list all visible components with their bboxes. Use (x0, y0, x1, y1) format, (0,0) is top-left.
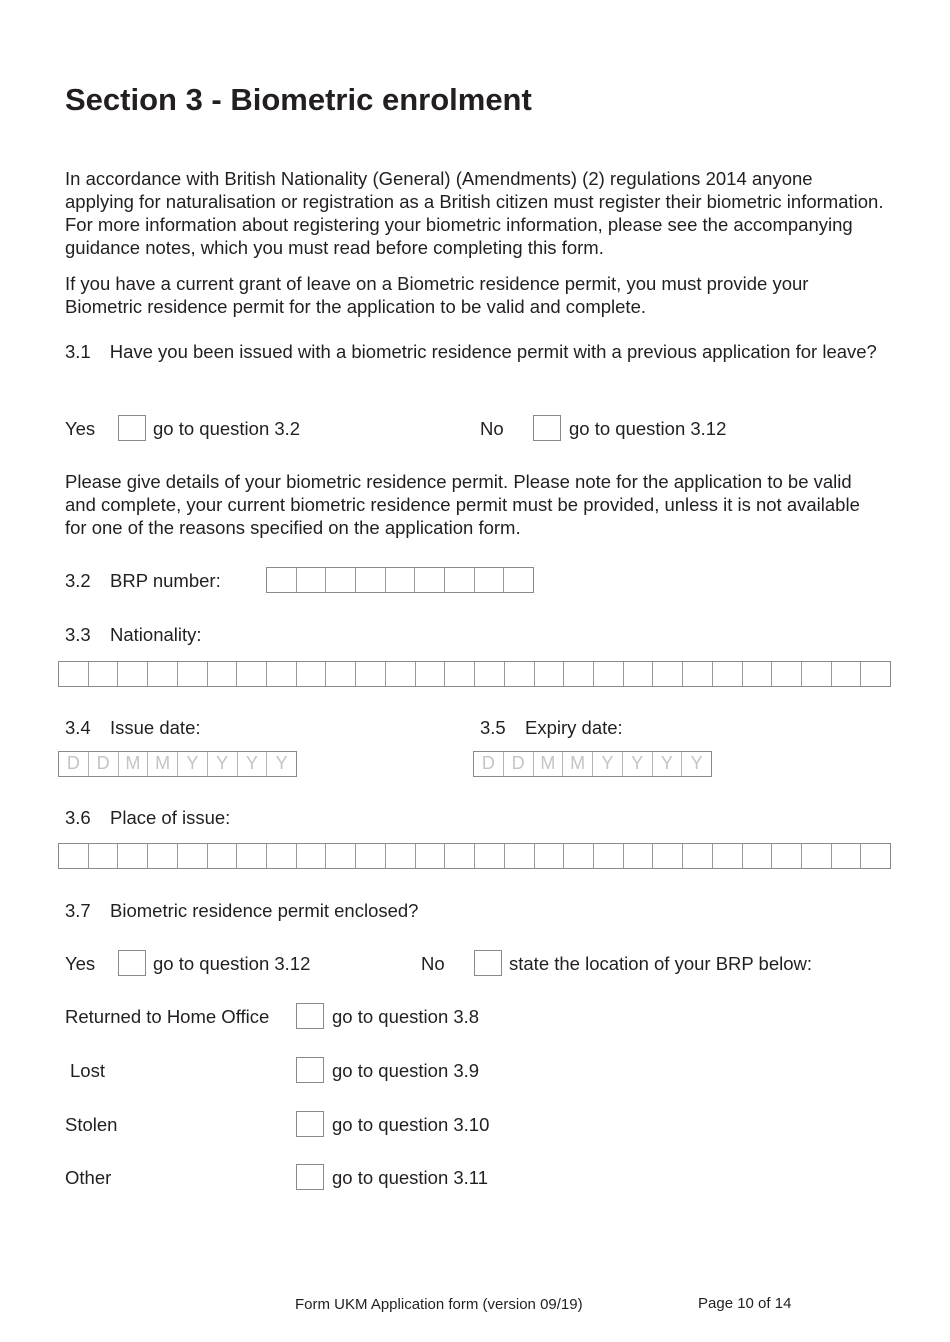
nationality-cell[interactable] (148, 662, 178, 686)
place-of-issue-cell[interactable] (594, 844, 624, 868)
nationality-cell[interactable] (743, 662, 773, 686)
expiry-date-cell[interactable]: Y (623, 752, 653, 776)
option-other-checkbox[interactable] (296, 1164, 324, 1190)
option-stolen-checkbox[interactable] (296, 1111, 324, 1137)
q3-3-number: 3.3 (65, 624, 91, 645)
option-returned-next: go to question 3.8 (332, 1006, 480, 1027)
place-of-issue-cell[interactable] (772, 844, 802, 868)
nationality-cell[interactable] (297, 662, 327, 686)
place-of-issue-cell[interactable] (237, 844, 267, 868)
q3-2-label: BRP number: (110, 570, 221, 591)
nationality-cell[interactable] (208, 662, 238, 686)
issue-date-cell[interactable]: M (119, 752, 149, 776)
q3-5-label: Expiry date: (525, 717, 623, 738)
issue-date-cell[interactable]: M (148, 752, 178, 776)
place-of-issue-cell[interactable] (208, 844, 238, 868)
brp-details-paragraph: Please give details of your biometric residence permit. Please note for the application to be valid and complete, your current biometric residence permit must be provided, unless it is not available for one of the reasons specified on the application form. (65, 471, 860, 538)
issue-date-cell[interactable]: D (89, 752, 119, 776)
q3-4-number: 3.4 (65, 717, 91, 738)
nationality-cell[interactable] (564, 662, 594, 686)
place-of-issue-cell[interactable] (535, 844, 565, 868)
section-title: Section 3 - Biometric enrolment (65, 82, 532, 117)
q3-1-yes-checkbox[interactable] (118, 415, 146, 441)
nationality-cell[interactable] (772, 662, 802, 686)
place-of-issue-cell[interactable] (802, 844, 832, 868)
nationality-cell[interactable] (535, 662, 565, 686)
q3-1-no-next: go to question 3.12 (569, 418, 727, 439)
expiry-date-cell[interactable]: D (474, 752, 504, 776)
brp-number-cell[interactable] (267, 568, 297, 592)
nationality-cell[interactable] (237, 662, 267, 686)
place-of-issue-cell[interactable] (653, 844, 683, 868)
q3-3-label: Nationality: (110, 624, 202, 645)
place-of-issue-cell[interactable] (475, 844, 505, 868)
place-of-issue-cell[interactable] (267, 844, 297, 868)
place-of-issue-cell[interactable] (118, 844, 148, 868)
place-of-issue-cell[interactable] (743, 844, 773, 868)
place-of-issue-cell[interactable] (59, 844, 89, 868)
nationality-cell[interactable] (118, 662, 148, 686)
brp-number-cell[interactable] (356, 568, 386, 592)
issue-date-cell[interactable]: Y (275, 753, 288, 773)
brp-number-cell[interactable] (415, 568, 445, 592)
nationality-cell[interactable] (386, 662, 416, 686)
question-number: 3.1 (65, 341, 91, 362)
question-3-1 (65, 340, 885, 363)
place-of-issue-cell[interactable] (683, 844, 713, 868)
place-of-issue-cell[interactable] (713, 844, 743, 868)
expiry-date-cell[interactable]: Y (653, 752, 683, 776)
q3-1-yes-label: Yes (65, 418, 96, 439)
q3-6-label: Place of issue: (110, 807, 231, 828)
nationality-cell[interactable] (475, 662, 505, 686)
nationality-cell[interactable] (832, 662, 862, 686)
expiry-date-cell[interactable]: D (504, 752, 534, 776)
place-of-issue-cell[interactable] (386, 844, 416, 868)
nationality-cell[interactable] (416, 662, 446, 686)
nationality-cell[interactable] (89, 662, 119, 686)
q3-1-no-label: No (480, 418, 504, 439)
q3-2-number: 3.2 (65, 570, 91, 591)
question-text: Have you been issued with a biometric residence permit with a previous application for leave? (109, 341, 877, 362)
nationality-cell[interactable] (594, 662, 624, 686)
place-of-issue-cell[interactable] (89, 844, 119, 868)
q3-7-no-checkbox[interactable] (474, 950, 502, 976)
issue-date-cell[interactable]: Y (178, 752, 208, 776)
brp-number-cell[interactable] (386, 568, 416, 592)
place-of-issue-cell[interactable] (832, 844, 862, 868)
nationality-cell[interactable] (683, 662, 713, 686)
footer-page-number: Page 10 of 14 (698, 1295, 792, 1312)
brp-number-cell[interactable] (326, 568, 356, 592)
place-of-issue-cell[interactable] (356, 844, 386, 868)
q3-1-no-checkbox[interactable] (533, 415, 561, 441)
q3-4-label: Issue date: (110, 717, 201, 738)
nationality-cell[interactable] (445, 662, 475, 686)
issue-date-cell[interactable]: Y (208, 752, 238, 776)
option-other-label: Other (65, 1167, 112, 1188)
q3-5-number: 3.5 (480, 717, 506, 738)
footer-form-name: Form UKM Application form (version 09/19) (295, 1296, 583, 1313)
nationality-cell[interactable] (178, 662, 208, 686)
nationality-cell[interactable] (356, 662, 386, 686)
place-of-issue-cell[interactable] (148, 844, 178, 868)
nationality-cell[interactable] (505, 662, 535, 686)
nationality-cell[interactable] (267, 662, 297, 686)
place-of-issue-cell[interactable] (445, 844, 475, 868)
place-of-issue-cell[interactable] (326, 844, 356, 868)
q3-7-text: Biometric residence permit enclosed? (110, 900, 419, 921)
nationality-cell[interactable] (653, 662, 683, 686)
option-stolen-label: Stolen (65, 1114, 118, 1135)
brp-number-input[interactable] (266, 567, 534, 593)
issue-date-cell[interactable]: Y (238, 752, 268, 776)
expiry-date-input[interactable] (473, 751, 712, 777)
q3-7-no-label: No (421, 953, 445, 974)
q3-7-yes-next: go to question 3.12 (153, 953, 311, 974)
issue-date-input[interactable] (58, 751, 297, 777)
option-returned-label: Returned to Home Office (65, 1006, 270, 1027)
expiry-date-cell[interactable]: Y (690, 753, 703, 773)
q3-7-yes-checkbox[interactable] (118, 950, 146, 976)
brp-number-cell[interactable] (297, 568, 327, 592)
place-of-issue-cell[interactable] (297, 844, 327, 868)
intro-paragraph-1: In accordance with British Nationality (General) (Amendments) (2) regulations 2014 anyone applying for naturalisation or registration as a British citizen must register their biometric information. For more information about registering your biometric information, please see the accompanying guidance notes, which you must read before completing this form. (65, 168, 884, 258)
nationality-cell[interactable] (59, 662, 89, 686)
nationality-input[interactable] (58, 661, 891, 687)
q3-7-yes-label: Yes (65, 953, 96, 974)
nationality-cell[interactable] (713, 662, 743, 686)
q3-1-yes-next: go to question 3.2 (153, 418, 301, 439)
place-of-issue-cell[interactable] (861, 844, 890, 868)
nationality-cell[interactable] (624, 662, 654, 686)
expiry-date-cell[interactable]: M (534, 752, 564, 776)
option-lost-checkbox[interactable] (296, 1057, 324, 1083)
option-other-next: go to question 3.11 (332, 1167, 489, 1188)
q3-7-no-next: state the location of your BRP below: (509, 953, 813, 974)
brp-number-cell[interactable] (445, 568, 475, 592)
issue-date-cell[interactable]: D (59, 752, 89, 776)
nationality-cell[interactable] (861, 662, 890, 686)
nationality-cell[interactable] (802, 662, 832, 686)
brp-number-cell[interactable] (475, 568, 505, 592)
place-of-issue-cell[interactable] (624, 844, 654, 868)
option-stolen-next: go to question 3.10 (332, 1114, 490, 1135)
expiry-date-cell[interactable]: Y (593, 752, 623, 776)
place-of-issue-cell[interactable] (178, 844, 208, 868)
q3-6-number: 3.6 (65, 807, 91, 828)
option-lost-label: Lost (70, 1060, 105, 1081)
q3-7-number: 3.7 (65, 900, 91, 921)
expiry-date-cell[interactable]: M (563, 752, 593, 776)
place-of-issue-cell[interactable] (564, 844, 594, 868)
nationality-cell[interactable] (326, 662, 356, 686)
place-of-issue-input[interactable] (58, 843, 891, 869)
brp-number-cell[interactable] (504, 568, 533, 592)
place-of-issue-cell[interactable] (416, 844, 446, 868)
intro-paragraph-2: If you have a current grant of leave on a Biometric residence permit, you must provide your Biometric residence permit for the application to be valid and complete. (65, 273, 809, 317)
option-lost-next: go to question 3.9 (332, 1060, 480, 1081)
option-returned-checkbox[interactable] (296, 1003, 324, 1029)
place-of-issue-cell[interactable] (505, 844, 535, 868)
